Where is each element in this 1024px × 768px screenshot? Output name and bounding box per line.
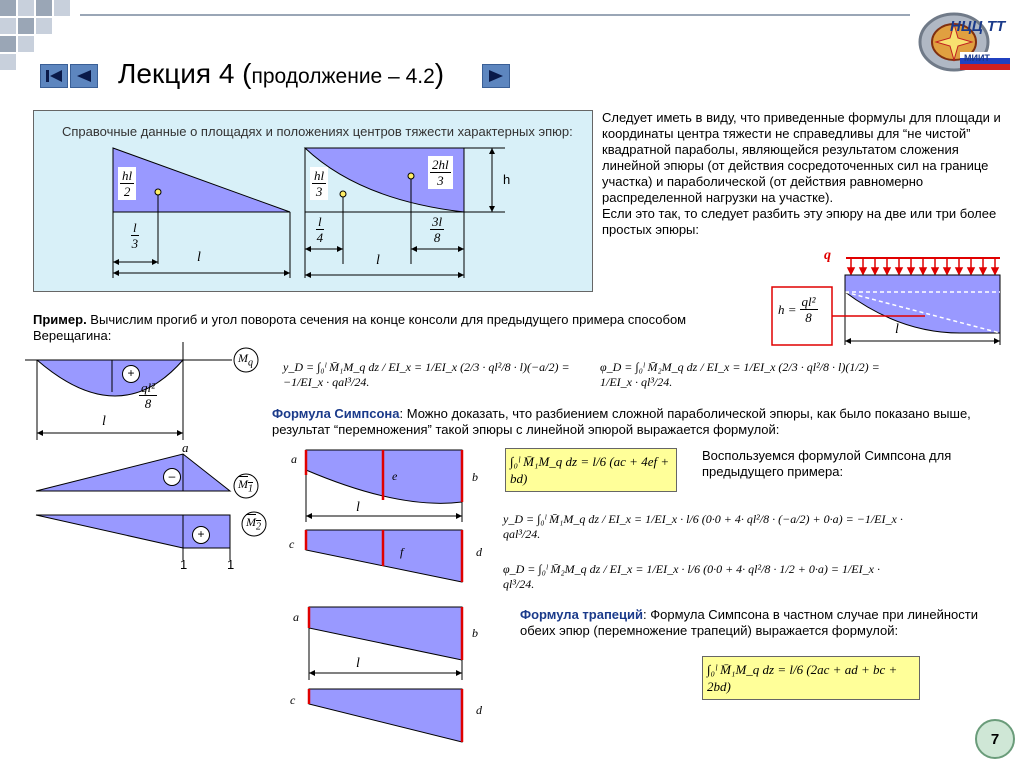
simpson-label-d: d [476, 545, 482, 559]
title-main: Лекция 4 ( [118, 58, 252, 89]
distributed-load-icon [846, 258, 1000, 274]
ref-right-length: l [376, 253, 380, 268]
ref-right-pos1: $\frac{l}{4}$ [316, 214, 324, 245]
simpson-label-f: f [400, 545, 404, 559]
trap-label-l: l [356, 656, 360, 671]
h-formula: h = $\frac{\text{ql²}}{8}$ [778, 294, 816, 325]
simpson-phid-formula: φ_D = ∫₀ˡ M̄₂M_q dz / EI_x = 1/EI_x · l/6 (0·0 + 4· ql²/8 · 1/2 + 0·a) = 1/EI_x · ql³/24. [503, 562, 880, 591]
logo-text: НЦЦ ТТ [950, 18, 1006, 35]
note-paragraph-1: Следует иметь в виду, что приведенные формулы для площади и координаты центра тяжести не справедливы для “не чистой” квадратной параболы, являющейся результатом сложения линейной эпюры (от действия сосредоточенных сил на границе участка) и параболической (от действия равномерно распределенной нагрузки на участке). [602, 110, 1001, 205]
trap-label-b: b [472, 626, 478, 640]
split-parabola-diagram [845, 275, 1000, 333]
m1-a-label: a [182, 440, 189, 455]
m2-plus-sign: + [192, 526, 210, 544]
m2-unit-left: 1 [180, 557, 188, 572]
load-q-label: q [824, 248, 831, 263]
reference-heading: Справочные данные о площадях и положениях центров тяжести характерных эпюр: [62, 124, 573, 139]
m2-unit-right: 1 [227, 557, 235, 572]
ref-triangle-diagram [113, 148, 290, 212]
m1-diagram [36, 454, 230, 491]
simpson-text: Формула Симпсона: Можно доказать, что разбиением сложной параболической эпюры, как было показано выше, результат “перемножения” такой эпюры с линейной эпюрой выражается формулой: [272, 406, 971, 437]
trap-label-c: c [290, 693, 296, 707]
ref-left-pos: $\frac{l}{3}$ [131, 220, 139, 251]
note-paragraph-2: Если это так, то следует разбить эту эпюру на две или три более простых эпюры: [602, 206, 997, 237]
simpson-label-e: e [392, 469, 398, 483]
trapezoid-text: Формула трапеций: Формула Симпсона в частном случае при линейности обеих эпюр (перемножение трапеций) выражается формулой: [520, 607, 978, 638]
simpson-formula: ∫₀ˡ M̄₁M_q dz = l/6 (ac + 4ef + bd) [505, 448, 677, 492]
mq-plus-sign: + [122, 365, 140, 383]
logo-subtext: МИИТ [964, 53, 990, 63]
note-text [602, 110, 1014, 238]
ref-right-pos2: $\frac{3l}{8}$ [432, 214, 443, 245]
trapezoid-label: Формула трапеций [520, 607, 644, 622]
simpson-label-c: c [289, 537, 295, 551]
simpson-label-b: b [472, 470, 478, 484]
trap-label-d: d [476, 703, 482, 717]
m1-label: $M_1$ [238, 477, 253, 495]
trapezoid-diagram-2 [309, 689, 462, 742]
mq-length: l [102, 414, 106, 429]
example-phid-formula: φ_D = ∫₀ˡ M̄₂M_q dz / EI_x = 1/EI_x (2/3 · ql²/8 · l)(1/2) = 1/EI_x · ql³/24. [600, 360, 880, 389]
mq-diagram [37, 360, 183, 396]
simpson-used-text: Воспользуемся формулой Симпсона для предыдущего примера: [702, 448, 952, 479]
simpson-label-l: l [356, 500, 360, 515]
example-text: Пример. Вычислим прогиб и угол поворота сечения на конце консоли для предыдущего примера способом Верещагина: [33, 312, 687, 343]
title-sub: продолжение – 4.2 [251, 65, 435, 88]
page-number: 7 [975, 719, 1015, 759]
trap-label-a: a [293, 610, 299, 624]
ref-left-length: l [197, 250, 201, 265]
ref-height-label: h [503, 172, 511, 187]
simpson-yd-formula: y_D = ∫₀ˡ M̄₁M_q dz / EI_x = 1/EI_x · l/6 (0·0 + 4· ql²/8 · (−a/2) + 0·a) = −1/EI_x · qal³/24. [503, 512, 903, 541]
example-label: Пример. [33, 312, 87, 327]
trapezoid-diagram-1 [309, 607, 462, 660]
ref-left-area: $\frac{hl}{2}$ [118, 167, 136, 200]
m2-label: $M_2$ [246, 515, 261, 533]
title-close: ) [434, 58, 445, 89]
simpson-label: Формула Симпсона [272, 406, 400, 421]
ref-right-area1: $\frac{hl}{3}$ [310, 167, 328, 200]
simpson-label-a: a [291, 452, 297, 466]
ref-right-area2: $\frac{2hl}{3}$ [428, 156, 453, 189]
split-length-label: l [895, 322, 899, 337]
mq-label: $M_q$ [238, 351, 253, 369]
mq-value: $\frac{\text{ql²}}{8}$ [141, 380, 156, 411]
m1-minus-sign: – [163, 468, 181, 486]
example-yd-formula: y_D = ∫₀ˡ M̄₁M_q dz / EI_x = 1/EI_x (2/3 · ql²/8 · l)(−a/2) = −1/EI_x · qal³/24. [283, 360, 570, 389]
trapezoid-formula: ∫₀ˡ M̄₁M_q dz = l/6 (2ac + ad + bc + 2bd) [702, 656, 920, 700]
